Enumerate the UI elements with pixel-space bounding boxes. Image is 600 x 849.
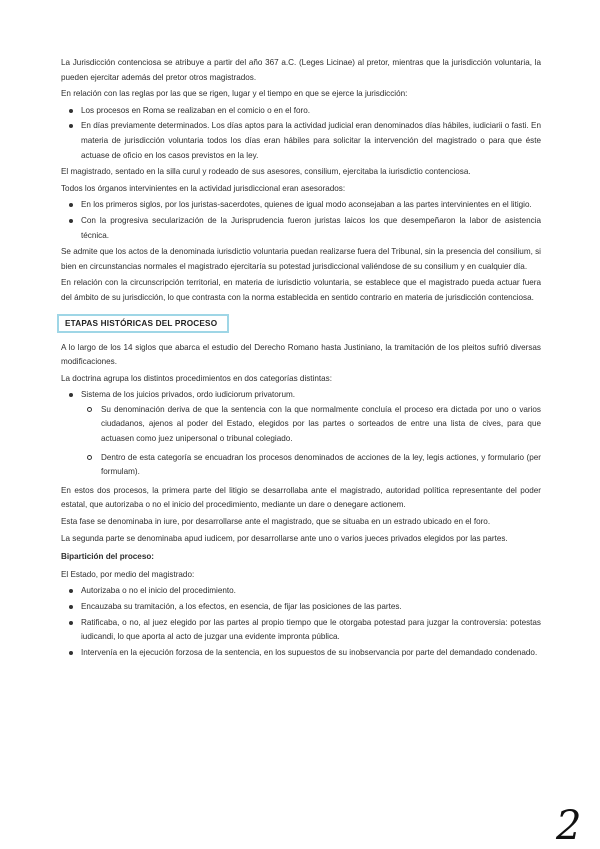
list-item bbox=[61, 388, 541, 480]
section-heading: ETAPAS HISTÓRICAS DEL PROCESO bbox=[57, 314, 229, 333]
bullet-list bbox=[61, 198, 541, 243]
paragraph: La Jurisdicción contenciosa se atribuye a partir del año 367 a.C. (Leges Licinae) al pretor, mientras que la jurisdicción voluntaria, la pueden ejercitar además del pretor otros magistrados. bbox=[61, 58, 541, 82]
sub-bullet-list bbox=[81, 403, 541, 480]
paragraph: El magistrado, sentado en la silla curul y rodeado de sus asesores, consilium, ejercitaba la iurisdictio contenciosa. bbox=[61, 167, 471, 177]
list-item-text: Sistema de los juicios privados, ordo iudiciorum privatorum. bbox=[81, 390, 296, 400]
paragraph: La segunda parte se denominaba apud iudicem, por desarrollarse ante uno o varios jueces privados elegidos por las partes. bbox=[61, 533, 508, 543]
paragraph: En relación con las reglas por las que se rigen, lugar y el tiempo en que se ejerce la jurisdicción: bbox=[61, 89, 408, 99]
list-item: En los primeros siglos, por los juristas-sacerdotes, quienes de igual modo aconsejaban a las partes intervinientes en el litigio. bbox=[61, 198, 541, 213]
list-item: Con la progresiva secularización de la Jurisprudencia fueron juristas laicos los que desempeñaron la labor de asistencia técnica. bbox=[61, 214, 541, 243]
bullet-list bbox=[61, 584, 541, 660]
list-item: Intervenía en la ejecución forzosa de la sentencia, en los supuestos de su inobservancia por parte del demandado condenado. bbox=[61, 646, 541, 661]
bullet-list bbox=[61, 388, 541, 480]
list-item: Los procesos en Roma se realizaban en el comicio o en el foro. bbox=[61, 104, 541, 119]
sub-list-item: Su denominación deriva de que la sentencia con la que normalmente concluía el proceso era dictada por uno o varios ciudadanos, ajenos al poder del Estado, elegidos por las partes o sorteados de entre una lista de cives, para que actuasen como juez unipersonal o tribunal colegiado. bbox=[81, 403, 541, 447]
list-item: En días previamente determinados. Los días aptos para la actividad judicial eran denominados días hábiles, iudiciarii o fasti. En materia de jurisdicción voluntaria todos los días eran hábiles para solicitar la intervención del magistrado o para que éste actuase de oficio en los casos previstos en la ley. bbox=[61, 119, 541, 163]
list-item: Ratificaba, o no, al juez elegido por las partes al propio tiempo que le otorgaba potestad para juzgar la controversia: potestas iudicandi, lo que aporta al acto de juzgar una evidente impronta pública. bbox=[61, 616, 541, 645]
list-item: Autorizaba o no el inicio del procedimiento. bbox=[61, 584, 541, 599]
paragraph: El Estado, por medio del magistrado: bbox=[61, 569, 195, 579]
paragraph: A lo largo de los 14 siglos que abarca el estudio del Derecho Romano hasta Justiniano, la tramitación de los pleitos sufrió diversas modificaciones. bbox=[61, 342, 541, 367]
paragraph: Todos los órganos intervinientes en la actividad jurisdiccional eran asesorados: bbox=[61, 183, 346, 193]
sub-list-item: Dentro de esta categoría se encuadran los procesos denominados de acciones de la ley, legis actiones, y formulario (per formulam). bbox=[81, 451, 541, 480]
bullet-list bbox=[61, 104, 541, 163]
paragraph: La doctrina agrupa los distintos procedimientos en dos categorías distintas: bbox=[61, 373, 332, 383]
paragraph: Esta fase se denominaba in iure, por desarrollarse ante el magistrado, que se situaba en un estrado ubicado en el foro. bbox=[61, 517, 491, 527]
page-number: 2 bbox=[556, 803, 582, 849]
list-item: Encauzaba su tramitación, a los efectos, en esencia, de fijar las posiciones de las partes. bbox=[61, 600, 541, 615]
subsection-heading: Bipartición del proceso: bbox=[61, 552, 155, 562]
document-page bbox=[61, 56, 541, 662]
paragraph: En relación con la circunscripción territorial, en materia de iurisdictio voluntaria, se establece que el magistrado pueda actuar fuera del ámbito de su jurisdicción, lo que contrasta con la norma establecida en sentido contrario en materia de jurisdicción contenciosa. bbox=[61, 278, 541, 302]
paragraph: En estos dos procesos, la primera parte del litigio se desarrollaba ante el magistrado, autoridad política representante del poder estatal, que autorizaba o no el inicio del procedimiento, mediante un dare o denegare actionem. bbox=[61, 485, 541, 510]
paragraph: Se admite que los actos de la denominada iurisdictio voluntaria puedan realizarse fuera del Tribunal, sin la presencia del consilium, si bien en circunstancias normales el magistrado ejercitaría su potestad jurisdiccional valiéndose de su consilium y en cualquier día. bbox=[61, 247, 541, 271]
